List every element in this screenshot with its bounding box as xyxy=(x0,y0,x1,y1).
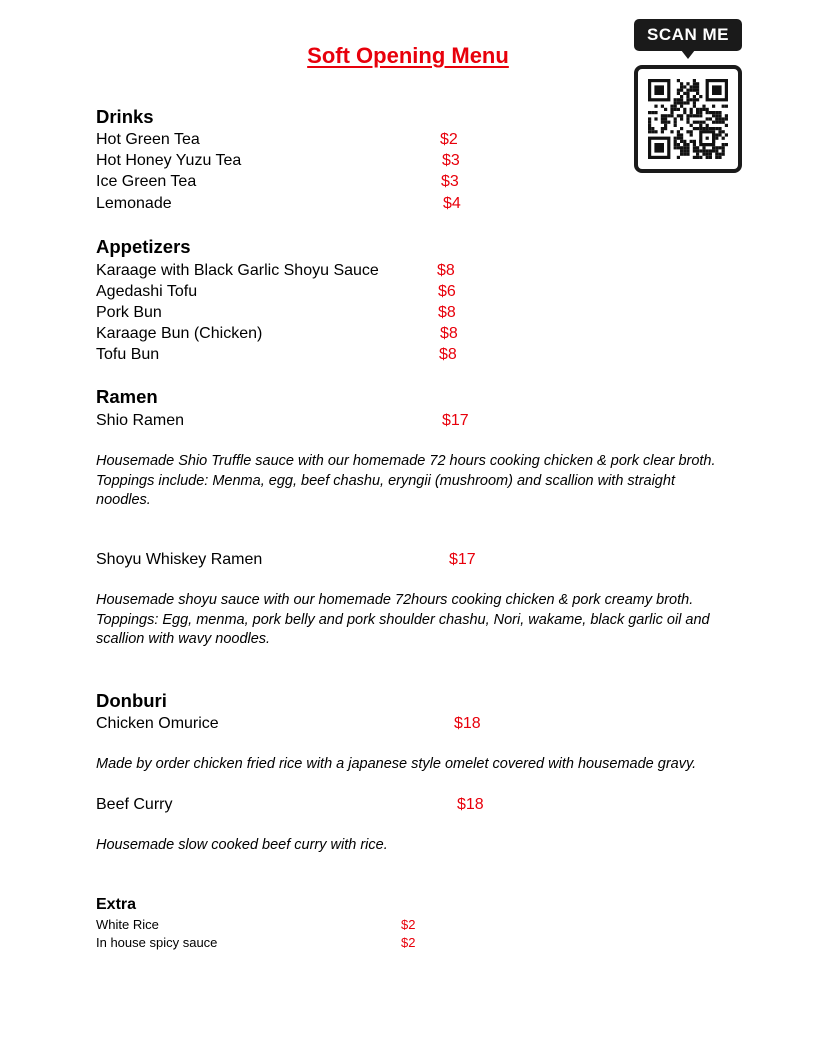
menu-item-description xyxy=(96,755,720,775)
description-line: Housemade slow cooked beef curry with rice. xyxy=(96,837,388,853)
page-title: Soft Opening Menu xyxy=(307,43,509,68)
description-line: Toppings: Egg, menma, pork belly and pork shoulder chashu, Nori, wakame, black garlic oil and scallion with wavy noodles. xyxy=(96,611,710,647)
menu-item-price: $18 xyxy=(457,796,484,813)
menu-item-name: Hot Green Tea xyxy=(96,131,200,148)
menu-item-name: Ice Green Tea xyxy=(96,173,197,190)
section-heading-ramen: Ramen xyxy=(96,386,158,407)
menu-item-price: $18 xyxy=(454,715,481,732)
description-line: Housemade Shio Truffle sauce with our homemade 72 hours cooking chicken & pork clear broth. xyxy=(96,453,716,469)
section-heading-appetizers: Appetizers xyxy=(96,236,191,257)
section-heading-donburi: Donburi xyxy=(96,690,167,711)
qr-code-badge[interactable] xyxy=(634,19,742,175)
section-heading-extra: Extra xyxy=(96,896,137,913)
menu-item-price: $3 xyxy=(441,173,459,190)
menu-item-name: Agedashi Tofu xyxy=(96,283,198,300)
menu-item-name: White Rice xyxy=(96,917,159,932)
menu-item-name: Pork Bun xyxy=(96,304,162,321)
menu-item-name: Chicken Omurice xyxy=(96,715,219,732)
menu-item-name: Shoyu Whiskey Ramen xyxy=(96,551,263,568)
menu-item-price: $8 xyxy=(440,325,458,342)
menu-item-name: In house spicy sauce xyxy=(96,935,218,950)
menu-item-name: Hot Honey Yuzu Tea xyxy=(96,152,242,169)
scan-me-pointer xyxy=(681,50,695,59)
menu-item-price: $8 xyxy=(438,304,456,321)
menu-item-name: Karaage Bun (Chicken) xyxy=(96,325,263,342)
menu-item-description xyxy=(96,452,720,511)
menu-item-price: $8 xyxy=(437,262,455,279)
menu-item-price: $17 xyxy=(449,551,476,568)
menu-item-name: Lemonade xyxy=(96,195,172,212)
menu-item-price: $8 xyxy=(439,346,457,363)
menu-item-description xyxy=(96,591,720,650)
menu-item-price: $2 xyxy=(401,935,416,950)
menu-item-price: $17 xyxy=(442,412,469,429)
menu-item-price: $3 xyxy=(442,152,460,169)
description-line: Housemade shoyu sauce with our homemade 72hours cooking chicken & pork creamy broth. xyxy=(96,592,694,608)
menu-item-description xyxy=(96,836,720,856)
menu-item-name: Beef Curry xyxy=(96,796,173,813)
menu-item-price: $2 xyxy=(401,917,416,932)
description-line: Toppings include: Menma, egg, beef chashu, eryngii (mushroom) and scallion with straight noodles. xyxy=(96,472,675,508)
menu-item-price: $2 xyxy=(440,131,458,148)
menu-item-price: $6 xyxy=(438,283,456,300)
qr-frame xyxy=(634,65,742,173)
qr-code-icon xyxy=(648,79,728,159)
scan-me-label: SCAN ME xyxy=(634,19,742,51)
description-line: Made by order chicken fried rice with a japanese style omelet covered with housemade gravy. xyxy=(96,756,697,772)
menu-item-price: $4 xyxy=(443,195,461,212)
menu-item-name: Shio Ramen xyxy=(96,412,185,429)
menu-item-name: Karaage with Black Garlic Shoyu Sauce xyxy=(96,262,379,279)
menu-item-name: Tofu Bun xyxy=(96,346,160,363)
section-heading-drinks: Drinks xyxy=(96,106,154,127)
